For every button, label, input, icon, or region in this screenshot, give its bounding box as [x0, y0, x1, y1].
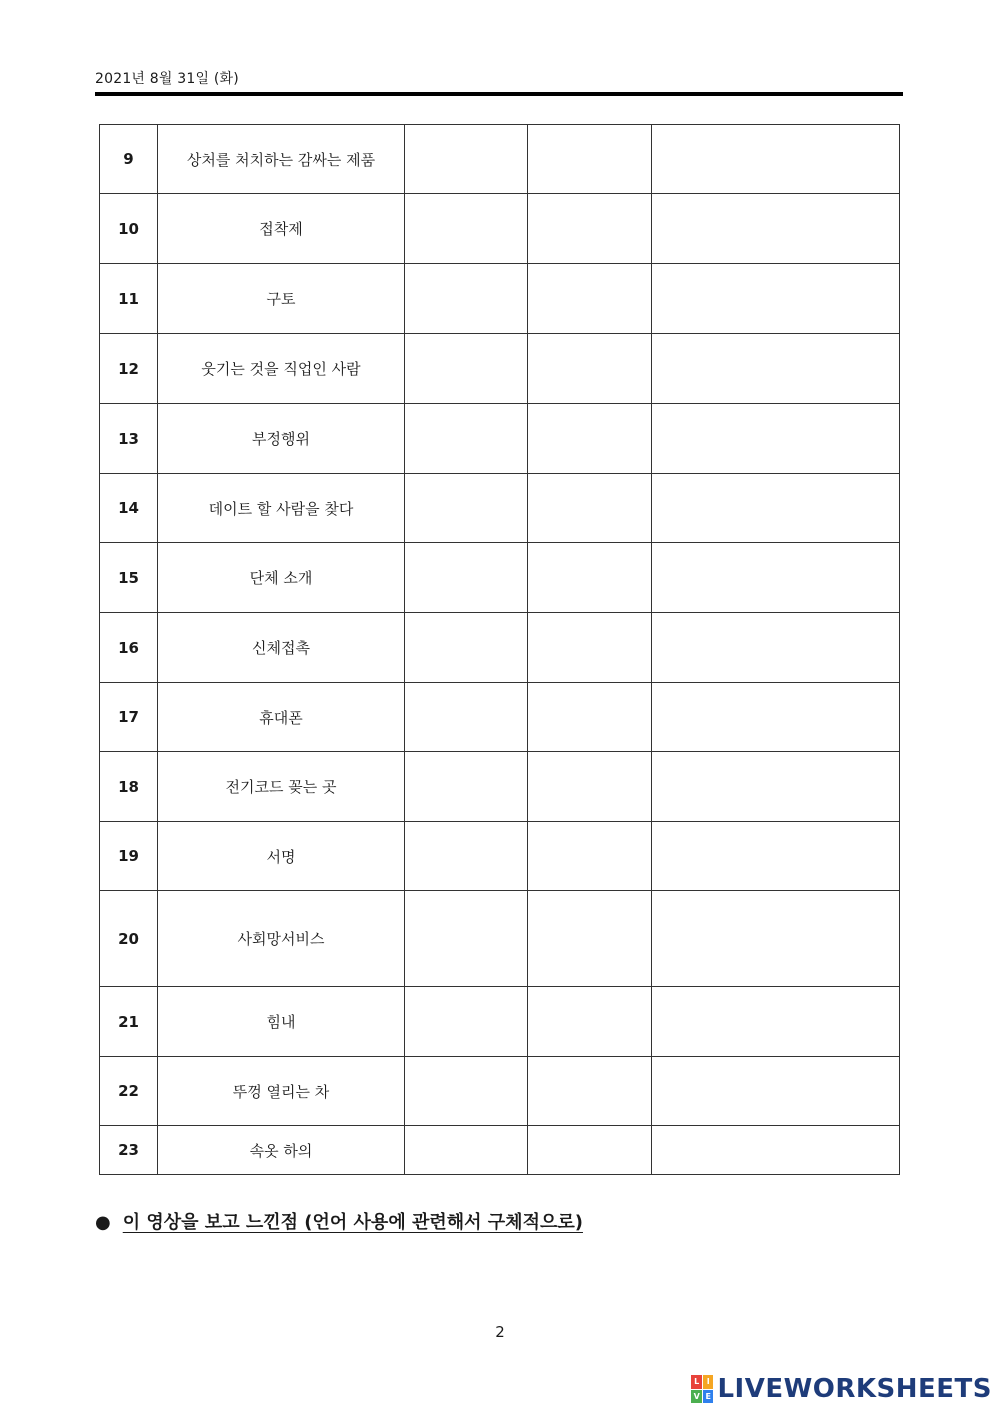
answer-cell[interactable] [528, 194, 652, 264]
answer-cell[interactable] [405, 613, 528, 683]
row-term: 서명 [158, 822, 405, 891]
table-row [100, 987, 900, 1057]
vocabulary-table [99, 124, 900, 1175]
answer-cell[interactable] [652, 543, 900, 613]
answer-cell[interactable] [652, 822, 900, 891]
answer-cell[interactable] [528, 891, 652, 987]
answer-cell[interactable] [652, 194, 900, 264]
table-row [100, 334, 900, 404]
table-row [100, 194, 900, 264]
answer-cell[interactable] [405, 1126, 528, 1175]
table-row [100, 543, 900, 613]
answer-cell[interactable] [405, 752, 528, 822]
row-term: 휴대폰 [158, 683, 405, 752]
answer-cell[interactable] [405, 822, 528, 891]
row-term: 웃기는 것을 직업인 사람 [158, 334, 405, 404]
answer-cell[interactable] [652, 1126, 900, 1175]
row-term: 신체접촉 [158, 613, 405, 683]
row-number: 18 [100, 752, 158, 822]
row-number: 11 [100, 264, 158, 334]
logo-letter: V [691, 1390, 702, 1404]
logo-letter: I [703, 1375, 714, 1389]
row-number: 23 [100, 1126, 158, 1175]
table-row [100, 404, 900, 474]
bullet-icon: ● [95, 1212, 111, 1233]
brand-name: LIVEWORKSHEETS [717, 1374, 992, 1404]
row-number: 12 [100, 334, 158, 404]
row-number: 19 [100, 822, 158, 891]
answer-cell[interactable] [528, 1126, 652, 1175]
row-term: 사회망서비스 [158, 891, 405, 987]
row-number: 9 [100, 125, 158, 194]
row-term: 접착제 [158, 194, 405, 264]
answer-cell[interactable] [652, 474, 900, 543]
answer-cell[interactable] [528, 125, 652, 194]
answer-cell[interactable] [528, 264, 652, 334]
liveworksheets-logo-icon [691, 1375, 713, 1403]
row-number: 22 [100, 1057, 158, 1126]
answer-cell[interactable] [652, 1057, 900, 1126]
row-term: 데이트 할 사람을 찾다 [158, 474, 405, 543]
table-row [100, 891, 900, 987]
row-number: 13 [100, 404, 158, 474]
answer-cell[interactable] [652, 683, 900, 752]
answer-cell[interactable] [652, 264, 900, 334]
row-number: 14 [100, 474, 158, 543]
answer-cell[interactable] [528, 474, 652, 543]
row-term: 부정행위 [158, 404, 405, 474]
answer-cell[interactable] [405, 987, 528, 1057]
answer-cell[interactable] [405, 891, 528, 987]
row-term: 구토 [158, 264, 405, 334]
row-number: 20 [100, 891, 158, 987]
logo-letter: E [703, 1390, 714, 1404]
answer-cell[interactable] [405, 334, 528, 404]
answer-cell[interactable] [405, 683, 528, 752]
logo-letter: L [691, 1375, 702, 1389]
answer-cell[interactable] [405, 125, 528, 194]
row-term: 힘내 [158, 987, 405, 1057]
answer-cell[interactable] [528, 613, 652, 683]
answer-cell[interactable] [652, 613, 900, 683]
answer-cell[interactable] [528, 543, 652, 613]
answer-cell[interactable] [405, 543, 528, 613]
row-term: 뚜껑 열리는 차 [158, 1057, 405, 1126]
row-term: 단체 소개 [158, 543, 405, 613]
table-row [100, 683, 900, 752]
answer-cell[interactable] [652, 404, 900, 474]
answer-cell[interactable] [528, 822, 652, 891]
row-number: 21 [100, 987, 158, 1057]
answer-cell[interactable] [405, 194, 528, 264]
answer-cell[interactable] [652, 334, 900, 404]
table-row [100, 1057, 900, 1126]
table-row [100, 264, 900, 334]
page-number: 2 [495, 1323, 505, 1341]
answer-cell[interactable] [528, 404, 652, 474]
answer-cell[interactable] [528, 1057, 652, 1126]
answer-cell[interactable] [528, 683, 652, 752]
answer-cell[interactable] [652, 987, 900, 1057]
liveworksheets-brand[interactable] [691, 1374, 992, 1404]
reflection-heading-text: 이 영상을 보고 느낀점 (언어 사용에 관련해서 구체적으로) [122, 1212, 583, 1233]
table-row [100, 822, 900, 891]
row-term: 속옷 하의 [158, 1126, 405, 1175]
header-rule [95, 92, 903, 96]
answer-cell[interactable] [652, 125, 900, 194]
row-number: 16 [100, 613, 158, 683]
answer-cell[interactable] [405, 1057, 528, 1126]
table-row [100, 1126, 900, 1175]
row-term: 상처를 처치하는 감싸는 제품 [158, 125, 405, 194]
answer-cell[interactable] [528, 987, 652, 1057]
row-number: 17 [100, 683, 158, 752]
row-number: 15 [100, 543, 158, 613]
row-term: 전기코드 꽂는 곳 [158, 752, 405, 822]
answer-cell[interactable] [405, 474, 528, 543]
answer-cell[interactable] [652, 891, 900, 987]
answer-cell[interactable] [528, 334, 652, 404]
answer-cell[interactable] [405, 264, 528, 334]
table-row [100, 752, 900, 822]
header-date: 2021년 8월 31일 (화) [95, 71, 239, 87]
answer-cell[interactable] [528, 752, 652, 822]
answer-cell[interactable] [652, 752, 900, 822]
table-row [100, 125, 900, 194]
answer-cell[interactable] [405, 404, 528, 474]
table-row [100, 474, 900, 543]
table-row [100, 613, 900, 683]
row-number: 10 [100, 194, 158, 264]
reflection-heading [95, 1208, 583, 1234]
